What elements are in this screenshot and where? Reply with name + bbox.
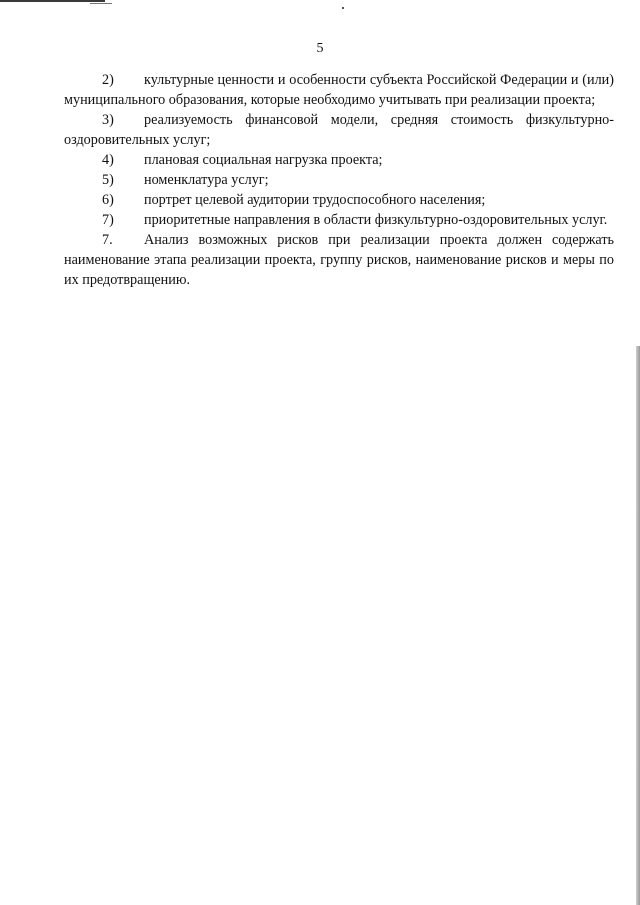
section-number: 7.	[102, 232, 113, 248]
list-item	[64, 70, 614, 110]
list-item-text: культурные ценности и особенности субъекта Российской Федерации и (или) муниципального образования, которые необходимо учитывать при реализации проекта;	[64, 72, 614, 108]
scan-artifact-top-line-short	[90, 3, 112, 4]
list-item-text: номенклатура услуг;	[144, 172, 269, 188]
list-item-number: 5)	[102, 172, 114, 188]
list-item	[64, 150, 614, 170]
list-item	[64, 170, 614, 190]
list-item-number: 4)	[102, 152, 114, 168]
list-item	[64, 210, 614, 230]
list-item	[64, 190, 614, 210]
section-text: Анализ возможных рисков при реализации проекта должен содержать наименование этапа реализации проекта, группу рисков, наименование рисков и меры по их предотвращению.	[64, 232, 614, 288]
document-body	[64, 70, 614, 290]
scan-artifact-right-edge	[636, 346, 640, 905]
scan-artifact-top-line	[0, 0, 105, 2]
list-item-text: приоритетные направления в области физкультурно-оздоровительных услуг.	[144, 212, 608, 228]
scan-artifact-dot	[342, 7, 344, 9]
page-number: 5	[316, 41, 324, 56]
list-item-number: 6)	[102, 192, 114, 208]
list-item-text: плановая социальная нагрузка проекта;	[144, 152, 383, 168]
list-item-number: 3)	[102, 112, 114, 128]
list-item-number: 2)	[102, 72, 114, 88]
list-item-text: портрет целевой аудитории трудоспособного населения;	[144, 192, 486, 208]
list-item-text: реализуемость финансовой модели, средняя стоимость физкультурно-оздоровительных услуг;	[64, 112, 614, 148]
list-item	[64, 110, 614, 150]
section-paragraph	[64, 230, 614, 290]
list-item-number: 7)	[102, 212, 114, 228]
